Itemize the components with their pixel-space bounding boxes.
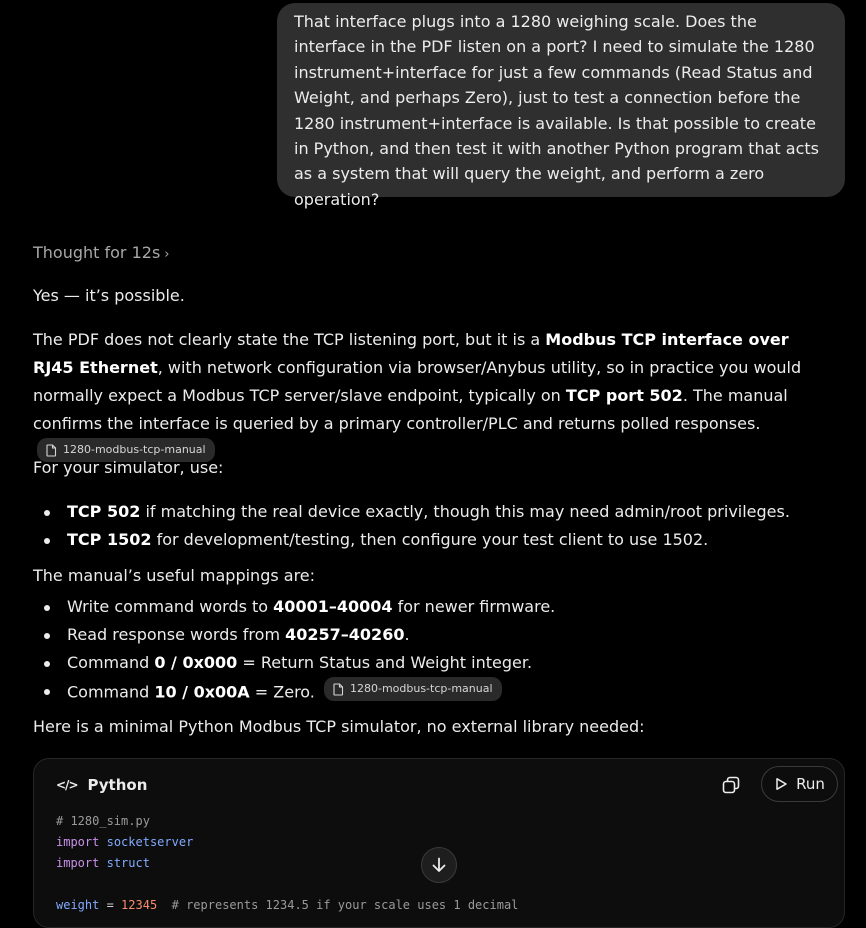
list-item <box>33 498 833 526</box>
text-span: Command <box>67 682 155 702</box>
thought-label: Thought for 12s <box>33 243 161 262</box>
list-item <box>33 526 833 554</box>
text-span: Command <box>67 653 155 672</box>
list-item <box>33 649 833 677</box>
bold-span: Modbus TCP interface over RJ45 Ethernet <box>33 330 789 377</box>
code-variable: weight <box>56 898 100 912</box>
scroll-down-button[interactable] <box>421 847 457 883</box>
code-icon: </> <box>56 778 78 792</box>
thought-toggle[interactable] <box>33 240 169 268</box>
code-comment: # 1280_sim.py <box>56 814 150 828</box>
text-span: . <box>404 625 410 644</box>
code-module: struct <box>106 856 150 870</box>
answer-paragraph-4: Here is a minimal Python Modbus TCP simulator, no external library needed: <box>33 717 645 736</box>
text-span: . The manual confirms the interface is queried by a primary controller/PLC and returns polled responses. <box>33 386 788 433</box>
text-span: Write command words to <box>67 597 274 616</box>
answer-paragraph-2: For your simulator, use: <box>33 458 224 477</box>
run-button[interactable] <box>761 766 838 802</box>
code-keyword: import <box>56 856 100 870</box>
code-keyword: import <box>56 835 100 849</box>
text-span: , with network configuration via browser/Anybus utility, so in practice you would normally expect a Modbus TCP server/slave endpoint, typically on <box>33 358 802 405</box>
list-item <box>33 621 833 649</box>
code-operator: = <box>99 898 122 912</box>
list-item <box>33 593 833 621</box>
bold-span: TCP 1502 <box>67 530 152 549</box>
code-header <box>56 774 147 796</box>
arrow-down-icon <box>430 856 448 874</box>
run-label: Run <box>796 775 825 793</box>
citation-label: 1280-modbus-tcp-manual <box>63 443 206 456</box>
answer-paragraph-1 <box>33 326 833 468</box>
code-language: Python <box>87 776 148 794</box>
text-span: for newer firmware. <box>392 597 556 616</box>
bold-span: 40001–40004 <box>273 597 393 616</box>
text-span: Read response words from <box>67 625 286 644</box>
citation-label: 1280-modbus-tcp-manual <box>349 682 493 695</box>
code-block <box>33 758 845 928</box>
text-span: = Zero. <box>249 682 315 702</box>
code-line <box>56 895 518 916</box>
code-comment: # represents 1234.5 if your scale uses 1 decimal <box>157 898 519 912</box>
copy-icon <box>721 775 741 795</box>
code-line <box>56 811 518 832</box>
play-icon <box>774 777 788 791</box>
text-span: The PDF does not clearly state the TCP listening port, but it is a <box>33 330 546 349</box>
port-list <box>33 498 833 554</box>
bold-span: 0 / 0x000 <box>154 653 238 672</box>
citation-chip[interactable] <box>324 677 502 701</box>
answer-paragraph-3: The manual’s useful mappings are: <box>33 566 316 585</box>
bold-span: 10 / 0x00A <box>154 682 250 702</box>
code-number: 12345 <box>121 898 158 912</box>
user-message-bubble: That interface plugs into a 1280 weighing scale. Does the interface in the PDF listen on a port? I need to simulate the 1280 instrument+interface for just a few commands (Read Status and Weight, and perhaps Zero), just to test a connection before the 1280 instrument+interface is available. Is that possible to create in Python, and then test it with another Python program that acts as a system that will query the weight, and perform a zero operation? <box>277 3 845 197</box>
list-item <box>33 677 833 707</box>
document-icon <box>333 683 344 696</box>
mapping-list <box>33 593 833 707</box>
text-span: if matching the real device exactly, though this may need admin/root privileges. <box>140 502 790 521</box>
copy-button[interactable] <box>717 771 745 799</box>
chevron-right-icon: › <box>164 247 170 262</box>
code-module: socketserver <box>106 835 194 849</box>
bold-span: 40257–40260 <box>285 625 405 644</box>
text-span: for development/testing, then configure your test client to use 1502. <box>151 530 709 549</box>
bold-span: TCP 502 <box>67 502 141 521</box>
bold-span: TCP port 502 <box>565 386 683 405</box>
text-span: = Return Status and Weight integer. <box>237 653 533 672</box>
answer-intro: Yes — it’s possible. <box>33 286 185 305</box>
